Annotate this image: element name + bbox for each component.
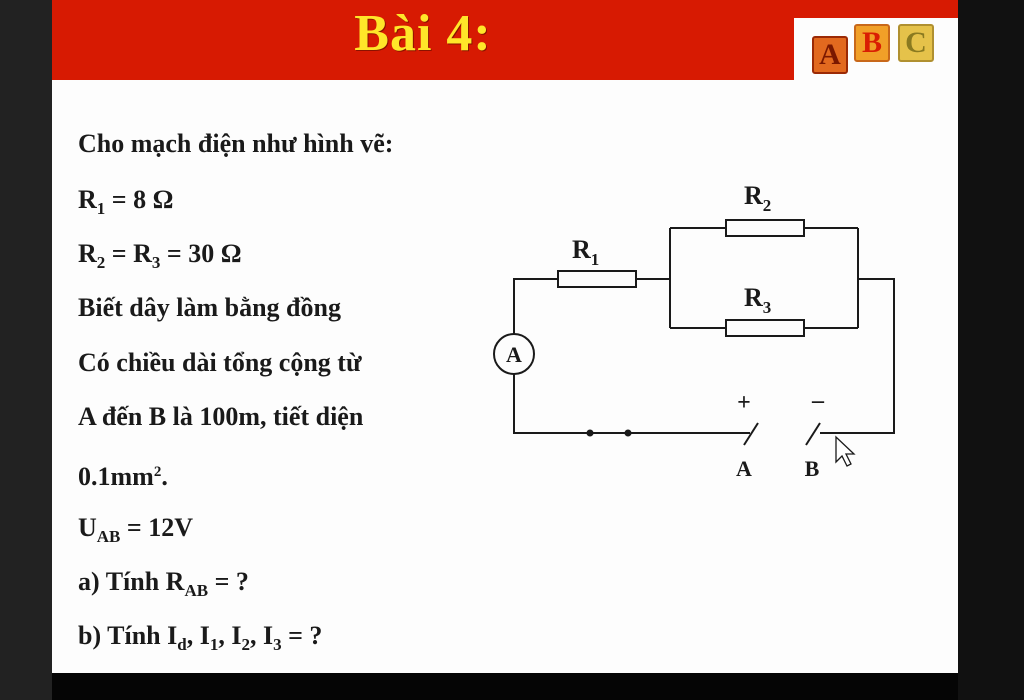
r2-label: $R_2$ <box>744 181 772 215</box>
r1-value: $R_1 = 8$ Ω <box>78 185 174 218</box>
left-frame <box>0 0 52 700</box>
ammeter-label: A <box>506 342 522 367</box>
r3-label: $R_3$ <box>744 283 772 317</box>
slide-title: Bài 4: <box>354 5 492 62</box>
slide <box>52 0 958 673</box>
terminal-b-label: B <box>804 456 820 481</box>
resistor-r3 <box>726 320 804 336</box>
uab-value: $U_{AB} = 12V$ <box>78 513 193 546</box>
wire-length-text-2: A đến B là 100m, tiết diện <box>78 402 364 431</box>
minus-sign: – <box>812 388 824 414</box>
abc-block-b: B <box>854 24 890 62</box>
question-b: b) Tính $I_d$, $I_1$, $I_2$, $I_3$ = ? <box>78 621 323 654</box>
wire-length-text-1: Có chiều dài tổng cộng từ <box>78 348 362 377</box>
abc-block-c: C <box>898 24 934 62</box>
right-frame <box>958 0 1024 700</box>
circuit-diagram <box>52 0 958 673</box>
resistor-r2 <box>726 220 804 236</box>
abc-block-a: A <box>812 36 848 74</box>
plus-sign: + <box>737 390 751 416</box>
wire-right-loop <box>848 279 894 433</box>
r1-label: $R_1$ <box>572 235 600 269</box>
key-dot-right <box>625 430 632 437</box>
terminal-b-slash <box>806 423 820 445</box>
intro-text: Cho mạch điện như hình vẽ: <box>78 129 394 158</box>
bottom-frame <box>52 673 958 700</box>
terminal-a-label: A <box>736 456 752 481</box>
mouse-cursor-icon <box>836 437 854 466</box>
question-a: a) Tính $R_{AB}$ = ? <box>78 567 249 600</box>
r2-r3-value: $R_2 = R_3 = 30$ Ω <box>78 239 242 272</box>
cross-section-value: $0.1mm^2$. <box>78 462 168 491</box>
key-dot-left <box>587 430 594 437</box>
wire-left-upper <box>514 279 558 334</box>
wire-material-text: Biết dây làm bằng đồng <box>78 293 341 322</box>
wire-left-lower <box>514 374 590 433</box>
resistor-r1 <box>558 271 636 287</box>
